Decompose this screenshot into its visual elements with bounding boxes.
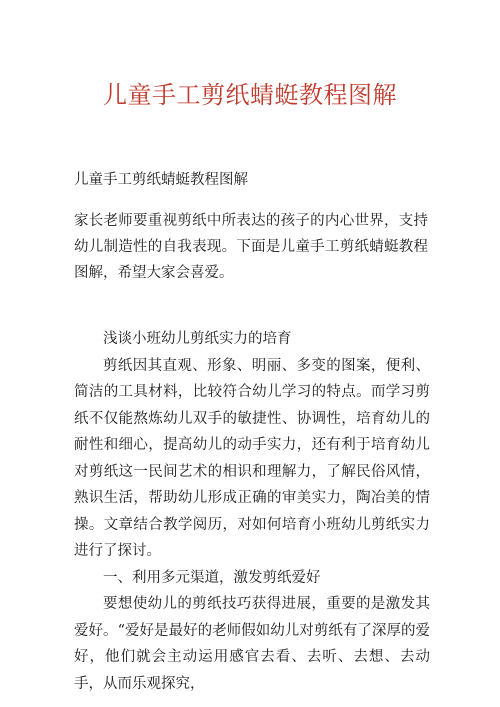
article-heading: 浅谈小班幼儿剪纸实力的培育 [103,331,292,347]
intro-paragraph: 家长老师要重视剪纸中所表达的孩子的内心世界，支持幼儿制造性的自我表现。下面是儿童手工剪纸蜻蜓教程图解，希望大家会喜爱。 [74,213,428,281]
article-body [74,326,430,697]
section-heading: 一、利用多元渠道，激发剪纸爱好 [103,569,321,586]
document-subtitle: 儿童手工剪纸蜻蜓教程图解 [74,172,248,188]
body-paragraph: 剪纸因其直观、形象、明丽、多变的图案，便利、简洁的工具材料，比较符合幼儿学习的特点。而学习剪纸不仅能熬炼幼儿双手的敏捷性、协调性，培育幼儿的耐性和细心，提高幼儿的动手实力，还有利于培育幼儿对剪纸这一民间艺术的相识和理解力，了解民俗风情，熟识生活，帮助幼儿形成正确的审美实力，陶冶美的情操。文章结合教学阅历，对如何培育小班幼儿剪纸实力进行了探讨。 [74,357,430,559]
body-paragraph: 要想使幼儿的剪纸技巧获得进展，重要的是激发其爱好。“爱好是最好的老师假如幼儿对剪纸有了深厚的爱好，他们就会主动运用感官去看、去听、去想、去动手，从而乐观探究， [74,596,430,692]
page-title: 儿童手工剪纸蜻蜓教程图解 [103,81,397,109]
